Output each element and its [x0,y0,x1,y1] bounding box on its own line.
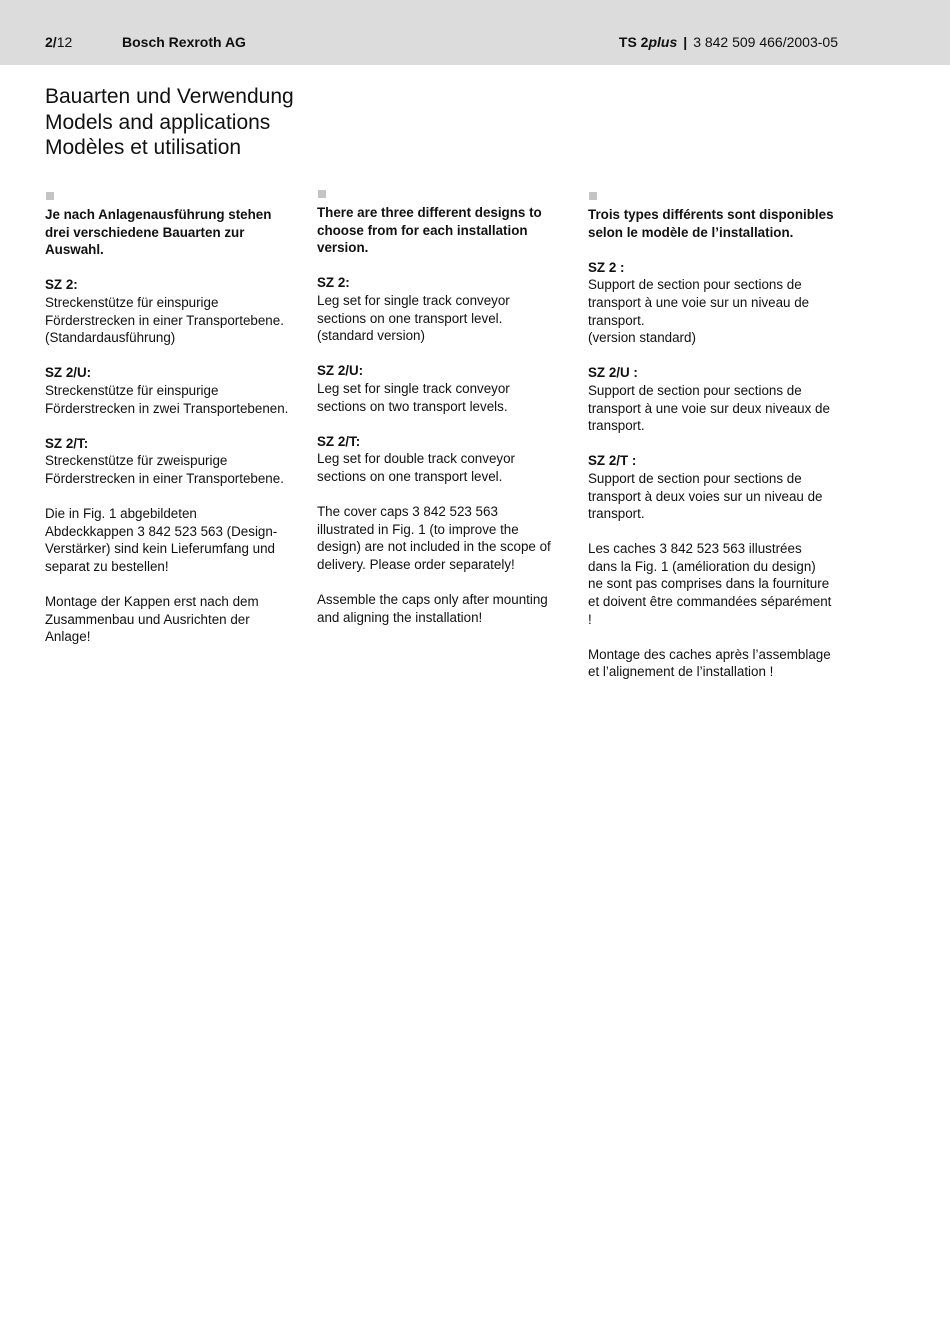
square-bullet-icon [589,192,597,200]
product-name: TS 2plus [618,34,678,50]
intro-text: Je nach Anlagenausführung stehen drei verschiedene Bauarten zur Auswahl. [45,207,272,258]
assembly-note: Montage der Kappen erst nach dem Zusammenbau und Ausrichten der Anlage! [45,594,259,645]
cover-caps-note: The cover caps 3 842 523 563 illustrated in Fig. 1 (to improve the design) are not included in the scope of delivery. Please order separately! [317,504,551,572]
section-titles [45,84,294,161]
page-number: 2/12 [45,34,73,50]
square-bullet-icon [46,192,54,200]
column-french [588,192,840,699]
page-header [0,0,950,65]
assembly-note: Assemble the caps only after mounting and aligning the installation! [317,592,548,625]
model-sz2u: SZ 2/U : Support de section pour sections de transport à une voie sur deux niveaux de transport. [588,365,830,434]
model-sz2t: SZ 2/T: Leg set for double track conveyor sections on one transport level. [317,433,515,484]
title-en: Models and applications [45,110,271,134]
model-sz2t: SZ 2/T : Support de section pour sections de transport à deux voies sur un niveau de transport. [588,453,823,522]
square-bullet-icon [318,190,326,198]
model-sz2t: SZ 2/T: Streckenstütze für zweispurige Förderstrecken in einer Transportebene. [45,435,284,486]
cover-caps-note: Die in Fig. 1 abgebildeten Abdeckkappen 3 842 523 563 (Design- Verstärker) sind kein Lieferumfang und separat zu bestellen! [45,506,278,574]
document-id: TS 2plus | 3 842 509 466/2003-05 [618,34,838,50]
assembly-note: Montage des caches après l’assemblage et l’alignement de l’installation ! [588,646,831,680]
model-sz2u: SZ 2/U: Streckenstütze für einspurige Förderstrecken in zwei Transportebenen. [45,365,289,416]
model-sz2: SZ 2 : Support de section pour sections de transport à une voie sur un niveau de transport. (version standard) [588,259,810,346]
column-german [45,192,297,663]
doc-number: 3 842 509 466/2003-05 [693,34,838,50]
title-de: Bauarten und Verwendung [45,85,294,108]
intro-text: There are three different designs to choose from for each installation version. [317,205,542,256]
model-sz2u: SZ 2/U: Leg set for single track conveyor sections on two transport levels. [317,363,510,414]
column-english [317,190,569,644]
model-sz2: SZ 2: Streckenstütze für einspurige Förderstrecken in einer Transportebene. (Standardausführung) [45,277,284,346]
title-fr: Modèles et utilisation [45,136,242,159]
model-sz2: SZ 2: Leg set for single track conveyor sections on one transport level. (standard version) [317,275,510,344]
cover-caps-note: Les caches 3 842 523 563 illustrées dans la Fig. 1 (amélioration du design) ne sont pas comprises dans la fourniture et doivent être commandées séparément ! [588,541,832,627]
intro-text: Trois types différents sont disponibles selon le modèle de l’installation. [588,207,834,240]
company-name: Bosch Rexroth AG [122,34,246,50]
